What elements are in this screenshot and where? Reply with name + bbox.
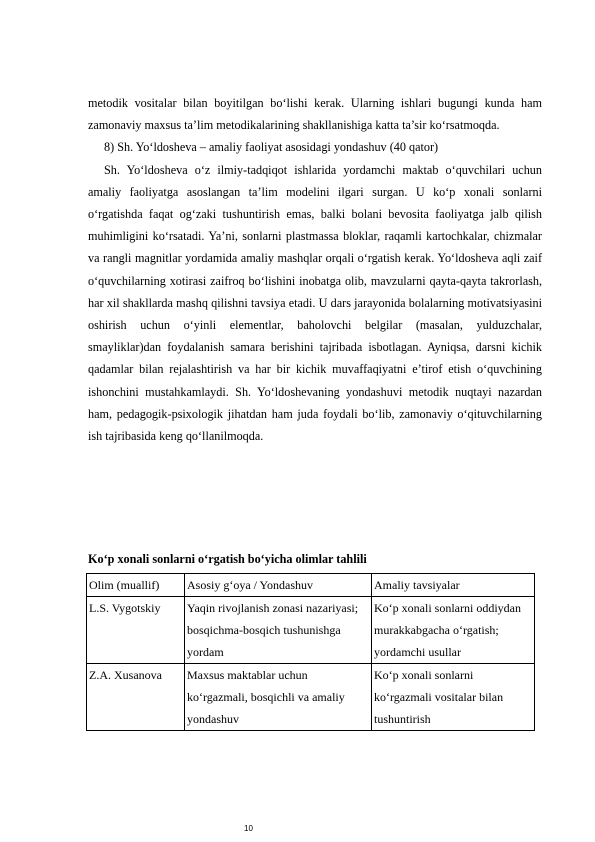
header-cell: Asosiy g‘oya / Yondashuv <box>185 574 372 597</box>
table-cell: L.S. Vygotskiy <box>87 597 185 664</box>
subsection-title: 8) Sh. Yo‘ldosheva – amaliy faoliyat asosidagi yondashuv (40 qator) <box>104 140 439 155</box>
table-row <box>87 597 535 664</box>
paragraph-yoldosheva: Sh. Yo‘ldosheva o‘z ilmiy-tadqiqot ishlarida yordamchi maktab o‘quvchilari uchun amaliy faoliyatga asoslangan ta’lim modelini ilgari surgan. U ko‘p xonali sonlarni o‘rgatishda faqat og‘zaki tushuntirish emas, balki bolani bevosita faoliyatga jalb qilish muhimligini ko‘rsatadi. Ya’ni, sonlarni plastmassa bloklar, raqamli kartochkalar, chizmalar va rangli magnitlar yordamida amaliy mashqlar orqali o‘rgatish kerak. Yo‘ldosheva aqli zaif o‘quvchilarning xotirasi zaifroq bo‘lishini inobatga olib, mavzularni qayta-qayta takrorlash, har xil shakllarda mashq qilishni tavsiya etadi. U dars jarayonida bolalarning motivatsiyasini oshirish uchun o‘yinli elementlar, baholovchi belgilar (masalan, yulduzchalar, smayliklar)dan foydalanish samara berishini tajribada isbotlagan. Ayniqsa, darsni kichik qadamlar bilan rejalashtirish va har bir kichik muvaffaqiyatni e’tirof etish o‘quvchining ishonchini mustahkamlaydi. Sh. Yo‘ldoshevaning yondashuvi metodik nuqtayi nazardan ham, pedagogik-psixologik jihatdan ham juda foydali bo‘lib, zamonaviy o‘qituvchilarning ish tajribasida keng qo‘llanilmoqda. <box>88 162 542 444</box>
table-cell: Yaqin rivojlanish zonasi nazariyasi; bosqichma-bosqich tushunishga yordam <box>185 597 372 664</box>
table-row <box>87 664 535 731</box>
paragraph-intro: metodik vositalar bilan boyitilgan bo‘lishi kerak. Ularning ishlari bugungi kunda ham zamonaviy maxsus ta’lim metodikalarining shakllanishiga katta ta’sir ko‘rsatmoqda. <box>88 96 542 133</box>
table-cell: Ko‘p xonali sonlarni oddiydan murakkabgacha o‘rgatish; yordamchi usullar <box>372 597 535 664</box>
header-cell: Olim (muallif) <box>87 574 185 597</box>
page-number: 10 <box>244 824 253 833</box>
header-cell: Amaliy tavsiyalar <box>372 574 535 597</box>
body-text <box>88 92 542 447</box>
table-cell: Z.A. Xusanova <box>87 664 185 731</box>
table-heading: Ko‘p xonali sonlarni o‘rgatish bo‘yicha olimlar tahlili <box>88 552 367 566</box>
table-cell: Ko‘p xonali sonlarni ko‘rgazmali vositalar bilan tushuntirish <box>372 664 535 731</box>
table-cell: Maxsus maktablar uchun ko‘rgazmali, bosqichli va amaliy yondashuv <box>185 664 372 731</box>
scholars-table <box>86 573 535 731</box>
table-header-row <box>87 574 535 597</box>
